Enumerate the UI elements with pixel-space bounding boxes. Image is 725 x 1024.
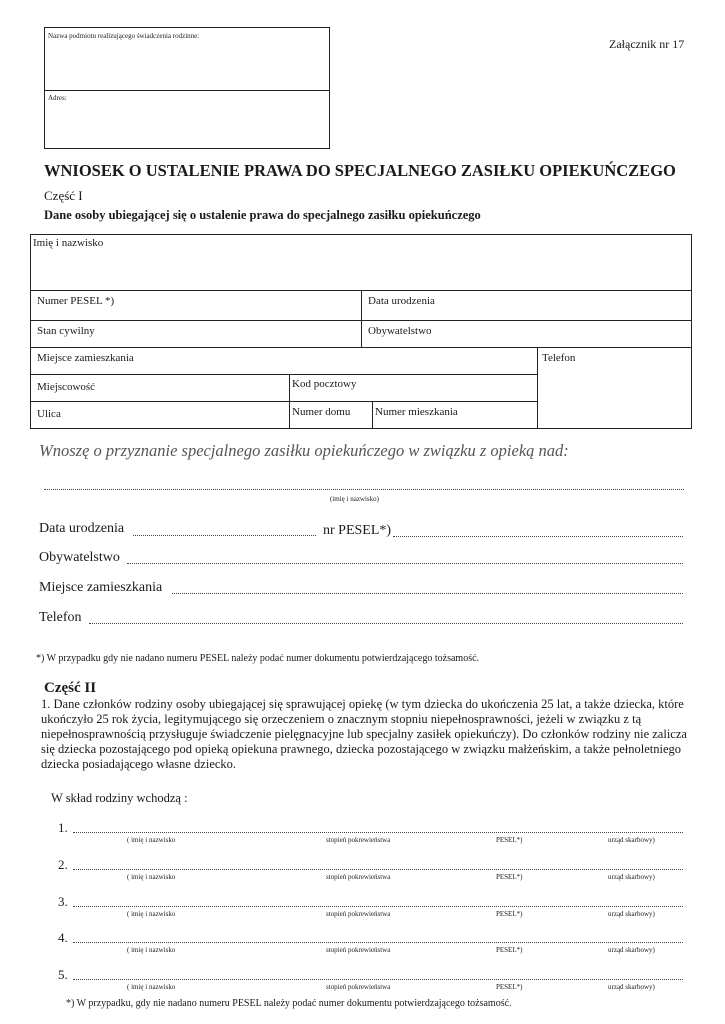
part1-subtitle: Dane osoby ubiegającej się o ustalenie prawa do specjalnego zasiłku opiekuńczego [44,208,481,222]
request-text: Wnoszę o przyznanie specjalnego zasiłku opiekuńczego w związku z opieką nad: [39,441,569,460]
family-member-name-caption: ( imię i nazwisko [127,836,176,844]
birth-date-label: Data urodzenia [368,295,435,307]
family-member-relation-caption: stopień pokrewieństwa [326,910,391,918]
provider-label: Nazwa podmiotu realizującego świadczenia rodzinne: [48,32,200,40]
ward-birth-date-line[interactable] [133,535,316,536]
family-member-name-caption: ( imię i nazwisko [127,873,176,881]
ward-pesel-line[interactable] [393,536,683,537]
house-no-field[interactable] [289,401,373,429]
pesel-label: Numer PESEL *) [37,295,115,307]
family-member-name-caption: ( imię i nazwisko [127,910,176,918]
family-row-line[interactable] [73,906,683,907]
name-label: Imię i nazwisko [33,237,104,249]
residence-field [30,347,538,375]
family-row [0,930,725,960]
family-member-tax-office-caption: urząd skarbowy) [608,946,655,954]
name-field[interactable] [30,234,692,291]
family-member-relation-caption: stopień pokrewieństwa [326,983,391,991]
family-row [0,820,725,850]
family-member-tax-office-caption: urząd skarbowy) [608,983,655,991]
postal-code-field[interactable] [289,374,538,402]
phone-field[interactable] [537,347,692,429]
civil-status-label: Stan cywilny [37,325,95,337]
ward-phone-label: Telefon [39,610,82,625]
family-member-pesel-caption: PESEL*) [496,836,523,844]
family-row-number: 1. [58,820,68,835]
family-row [0,967,725,997]
family-member-relation-caption: stopień pokrewieństwa [326,946,391,954]
applicant-table [30,234,692,428]
provider-box [44,27,330,149]
family-row-number: 4. [58,930,68,945]
family-row-number: 5. [58,967,68,982]
request-footnote: *) W przypadku gdy nie nadano numeru PESEL należy podać numer dokumentu potwierdzającego tożsamość. [36,653,480,664]
birth-date-field[interactable] [361,290,692,321]
ward-name-line[interactable] [44,489,684,490]
family-row-line[interactable] [73,942,683,943]
family-member-pesel-caption: PESEL*) [496,946,523,954]
part2-paragraph: 1. Dane członków rodziny osoby ubiegającej się sprawującej opiekę (w tym dziecka do ukończenia 25 lat, a także dziecka, które ukończyło 25 rok życia, legitymującego się orzeczeniem o znacznym stopniu niepełnosprawności, jeżeli w związku z tą niepełnosprawnością przysługuje świadczenie pielęgnacyjne lub specjalny zasiłek opiekuńczy). Do członków rodziny nie zalicza się dziecka pozostającego pod opieką opiekuna prawnego, dziecka pozostającego w związku małżeńskim, a także pełnoletniego dziecka posiadającego własne dziecko. [41,697,687,771]
ward-residence-label: Miejsce zamieszkania [39,580,163,595]
family-member-tax-office-caption: urząd skarbowy) [608,910,655,918]
street-label: Ulica [37,408,61,420]
family-member-relation-caption: stopień pokrewieństwa [326,836,391,844]
part1-label: Część I [44,188,83,203]
family-intro: W skład rodziny wchodzą : [51,791,188,805]
civil-status-field[interactable] [30,320,362,348]
citizenship-label: Obywatelstwo [368,325,432,337]
ward-phone-line[interactable] [89,623,683,624]
family-row [0,857,725,887]
ward-citizenship-label: Obywatelstwo [39,550,120,565]
family-member-pesel-caption: PESEL*) [496,910,523,918]
city-label: Miejscowość [37,381,96,393]
form-title: WNIOSEK O USTALENIE PRAWA DO SPECJALNEGO ZASIŁKU OPIEKUŃCZEGO [44,161,676,180]
family-member-tax-office-caption: urząd skarbowy) [608,873,655,881]
family-member-name-caption: ( imię i nazwisko [127,983,176,991]
ward-citizenship-line[interactable] [127,563,683,564]
family-row-number: 3. [58,894,68,909]
address-label: Adres: [48,94,67,102]
ward-pesel-label: nr PESEL*) [323,523,392,538]
apartment-no-field[interactable] [372,401,538,429]
family-row-number: 2. [58,857,68,872]
family-row-line[interactable] [73,832,683,833]
part2-label: Część II [44,680,97,696]
city-field[interactable] [30,374,290,402]
pesel-field[interactable] [30,290,362,321]
family-member-pesel-caption: PESEL*) [496,983,523,991]
residence-label: Miejsce zamieszkania [37,352,134,364]
family-member-pesel-caption: PESEL*) [496,873,523,881]
ward-birth-date-label: Data urodzenia [39,521,125,536]
attachment-label: Załącznik nr 17 [609,37,685,51]
house-no-label: Numer domu [292,406,351,418]
postal-code-label: Kod pocztowy [292,378,357,390]
family-row [0,894,725,924]
phone-label: Telefon [542,352,576,364]
apartment-no-label: Numer mieszkania [375,406,458,418]
family-member-tax-office-caption: urząd skarbowy) [608,836,655,844]
part2-footnote: *) W przypadku, gdy nie nadano numeru PESEL należy podać numer dokumentu potwierdzającego tożsamość. [66,998,512,1009]
citizenship-field[interactable] [361,320,692,348]
ward-residence-line[interactable] [172,593,683,594]
family-member-name-caption: ( imię i nazwisko [127,946,176,954]
family-row-line[interactable] [73,979,683,980]
family-row-line[interactable] [73,869,683,870]
family-member-relation-caption: stopień pokrewieństwa [326,873,391,881]
ward-name-caption: (imię i nazwisko) [330,495,379,503]
provider-address-divider [45,90,329,91]
street-field[interactable] [30,401,290,429]
